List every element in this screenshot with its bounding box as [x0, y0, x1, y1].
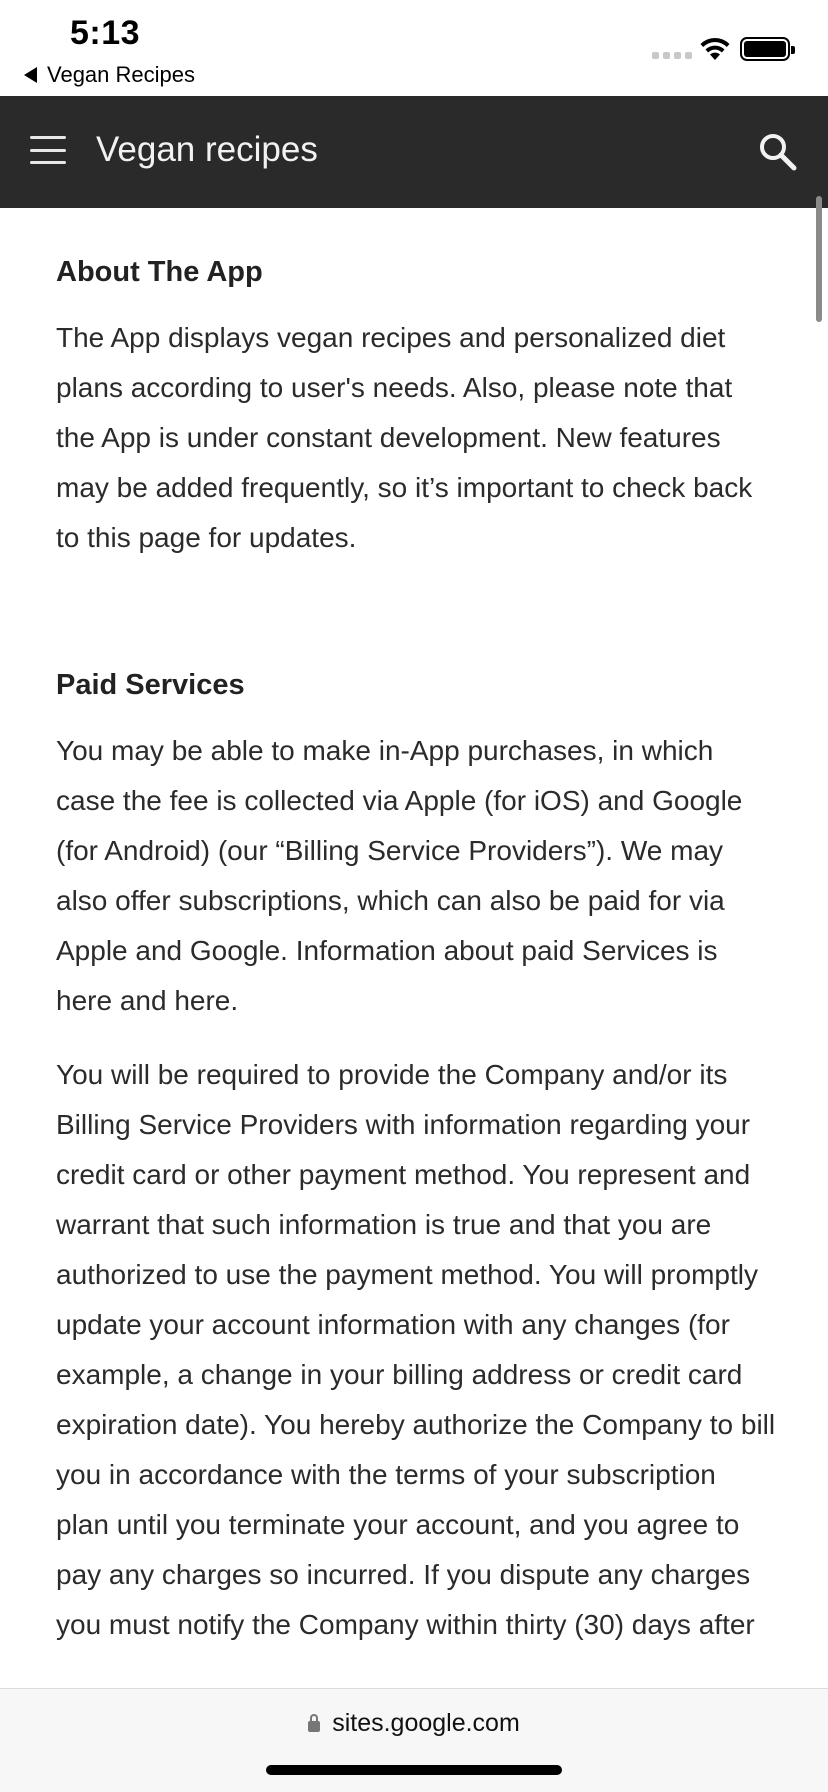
section-paragraph: You may be able to make in-App purchases, in which case the fee is collected via Apple (for iOS) and Google (for Android) (our “Billing Service Providers”). We may also offer subscriptions, which can also be paid for via Apple and Google. Information about paid Services is here and here.	[56, 735, 743, 1016]
url-display[interactable]	[0, 1709, 828, 1738]
browser-url-bar[interactable]	[0, 1688, 828, 1792]
back-to-app-button[interactable]	[24, 62, 195, 88]
back-triangle-icon	[24, 67, 37, 83]
url-text: sites.google.com	[332, 1709, 520, 1737]
home-indicator[interactable]	[266, 1765, 562, 1775]
back-app-label: Vegan Recipes	[47, 62, 195, 87]
cellular-signal-icon	[652, 52, 692, 59]
lock-icon	[308, 1721, 320, 1732]
hamburger-menu-icon[interactable]	[30, 136, 66, 164]
scrollbar[interactable]	[816, 196, 822, 322]
section-heading-paid-services: Paid Services	[56, 669, 245, 701]
status-bar	[0, 0, 828, 96]
section-paragraph: The App displays vegan recipes and personalized diet plans according to user's needs. Also, please note that the App is under constant development. New features may be added frequently, so it’s important to check back to this page for updates.	[56, 322, 753, 553]
page-content	[56, 208, 776, 1688]
section-paragraph: You will be required to provide the Company and/or its Billing Service Providers with information regarding your credit card or other payment method. You represent and warrant that such information is true and that you are authorized to use the payment method. You will promptly update your account information with any changes (for example, a change in your billing address or credit card expiration date). You hereby authorize the Company to bill you in accordance with the terms of your subscription plan until you terminate your account, and you agree to pay any charges so incurred. If you dispute any charges you must notify the Company within thirty (30) days after	[56, 1059, 776, 1640]
page-title: Vegan recipes	[96, 130, 318, 169]
app-header	[0, 96, 828, 208]
battery-icon	[740, 37, 790, 61]
search-icon[interactable]	[758, 132, 798, 172]
status-time: 5:13	[70, 14, 141, 52]
wifi-icon	[698, 36, 732, 62]
section-heading-about: About The App	[56, 256, 263, 288]
